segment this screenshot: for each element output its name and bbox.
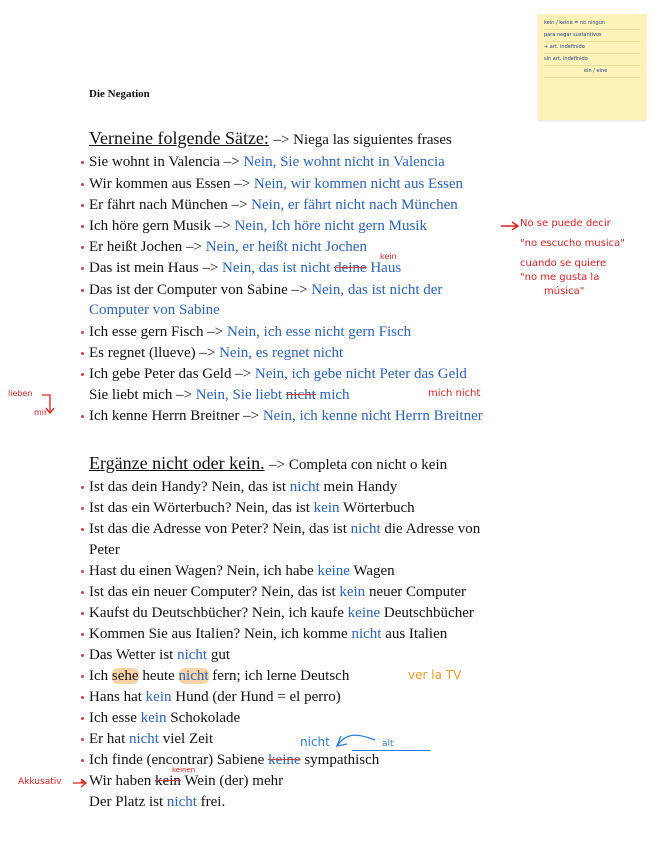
s2-line-15 — [89, 793, 225, 811]
answer: kein — [145, 689, 172, 705]
text-end: frei. — [196, 794, 226, 810]
sticky-line-2: para negar sustantivos — [544, 30, 640, 42]
section1-heading-de: Verneine folgende Sätze: — [89, 128, 269, 148]
text-end: neuer Computer — [365, 584, 466, 600]
answer: nicht — [166, 794, 197, 810]
text: Kommen Sie aus Italien? Nein, ich komme — [89, 626, 352, 642]
arrow-icon-2 — [72, 778, 88, 788]
s1-line-9 — [89, 344, 343, 362]
text-end: Deutschbücher — [380, 605, 474, 621]
text-end: viel Zeit — [158, 731, 214, 747]
text: Hans hat — [89, 689, 146, 705]
text-end: aus Italien — [381, 626, 448, 642]
annotation-keinen: keinen — [172, 766, 196, 774]
annotation-line: cuando se quiere — [520, 258, 607, 269]
question: Das ist der Computer von Sabine –> — [89, 282, 312, 298]
text-end: sympathisch — [300, 752, 380, 768]
s2-line-10 — [89, 688, 341, 706]
s2-line-8 — [89, 646, 230, 664]
text-end: Wein (der) mehr — [180, 773, 284, 789]
question: Ich höre gern Musik –> — [89, 218, 235, 234]
answer: Nein, er heißt nicht Jochen — [205, 239, 367, 255]
sticky-line-1: kein / keine = no ningun — [544, 18, 640, 30]
annotation-line: música" — [544, 286, 585, 297]
answer: nicht — [289, 479, 320, 495]
question: Das ist mein Haus –> — [89, 260, 223, 276]
text: Ich esse — [89, 710, 141, 726]
answer: kein — [140, 710, 167, 726]
s2-line-4 — [89, 562, 395, 580]
question: Er fährt nach München –> — [89, 197, 252, 213]
text: Der Platz ist — [89, 794, 167, 810]
section2-heading-de: Ergänze nicht oder kein. — [89, 453, 265, 473]
s2-line-5 — [89, 583, 466, 601]
s2-line-13 — [89, 751, 379, 769]
answer: Nein, ich kenne nicht Herrn Breitner — [262, 408, 483, 424]
curved-arrow-icon — [335, 730, 405, 750]
answer: Computer von Sabine — [89, 302, 220, 318]
question: Ich gebe Peter das Geld –> — [89, 366, 255, 382]
text: Hast du einen Wagen? Nein, ich habe — [89, 563, 318, 579]
arrow-down-icon — [40, 392, 56, 418]
sticky-note — [538, 14, 646, 120]
answer: Nein, es regnet nicht — [219, 345, 344, 361]
s1-line-12 — [89, 407, 483, 425]
s2-line-12 — [89, 730, 213, 748]
text-end: fern; ich lerne Deutsch — [208, 668, 350, 684]
s1-line-7-cont — [89, 301, 220, 319]
answer: Nein, Sie wohnt nicht in Valencia — [243, 154, 445, 170]
answer: nicht — [177, 647, 208, 663]
s2-line-3-cont — [89, 541, 120, 559]
answer-end: Haus — [366, 260, 402, 276]
answer-end: mich — [315, 387, 350, 403]
text: Wir haben — [89, 773, 156, 789]
section1-heading — [89, 128, 452, 149]
answer: nicht — [128, 731, 159, 747]
annotation-alt: alt — [382, 739, 394, 749]
text: Peter — [89, 542, 120, 558]
s1-line-5 — [89, 238, 367, 256]
s1-line-1 — [89, 153, 445, 171]
annotation-line: No se puede decir — [520, 218, 611, 229]
s1-line-3 — [89, 196, 458, 214]
section2-heading — [89, 453, 447, 474]
s2-line-7 — [89, 625, 447, 643]
question: Sie liebt mich –> — [89, 387, 196, 403]
text-end: Schokolade — [166, 710, 241, 726]
s2-line-3 — [89, 520, 480, 538]
section2-heading-es: –> Completa con nicht o kein — [269, 457, 448, 473]
annotation-no-se-puede — [520, 214, 625, 302]
answer: Nein, er fährt nicht nach München — [251, 197, 458, 213]
text: Kaufst du Deutschbücher? Nein, ich kaufe — [89, 605, 348, 621]
question: Sie wohnt in Valencia –> — [89, 154, 244, 170]
question: Ich kenne Herrn Breitner –> — [89, 408, 263, 424]
answer: keine — [347, 605, 381, 621]
question: Ich esse gern Fisch –> — [89, 324, 228, 340]
s2-line-11 — [89, 709, 240, 727]
s2-line-9 — [89, 667, 349, 685]
sticky-line-5: ein / eine — [544, 66, 640, 78]
question: Wir kommen aus Essen –> — [89, 176, 254, 192]
answer: kein — [339, 584, 366, 600]
text-end: gut — [207, 647, 231, 663]
question: Er heißt Jochen –> — [89, 239, 206, 255]
s2-line-6 — [89, 604, 474, 622]
annotation-kein-above: kein — [380, 252, 397, 261]
annotation-akkusativ: Akkusativ — [18, 777, 62, 787]
answer: Nein, Ich höre nicht gern Musik — [234, 218, 427, 234]
document-title: Die Negation — [89, 88, 150, 100]
section1-heading-es: –> Niega las siguientes frases — [273, 132, 452, 148]
annotation-mir: mir — [34, 408, 48, 417]
s1-line-2 — [89, 175, 463, 193]
answer: Nein, ich esse nicht gern Fisch — [227, 324, 412, 340]
text: Das Wetter ist — [89, 647, 178, 663]
answer: Nein, ich gebe nicht Peter das Geld — [254, 366, 467, 382]
annotation-line: "no me gusta la — [520, 272, 600, 283]
annotation-ver-la-tv: ver la TV — [408, 668, 462, 682]
text: Ich finde (encontrar) Sabiene — [89, 752, 269, 768]
sticky-line-4: sin art. indefinido — [544, 54, 640, 66]
annotation-mich-nicht: mich nicht — [428, 388, 481, 399]
text-end: Wörterbuch — [339, 500, 415, 516]
sticky-line-3: + art. indefinido — [544, 42, 640, 54]
answer: Nein, wir kommen nicht aus Essen — [253, 176, 464, 192]
s1-line-10 — [89, 365, 467, 383]
answer: kein — [313, 500, 340, 516]
question: Es regnet (llueve) –> — [89, 345, 220, 361]
text-mid: heute — [138, 668, 179, 684]
s1-line-11 — [89, 386, 350, 404]
text: Ist das dein Handy? Nein, das ist — [89, 479, 290, 495]
text: Ist das die Adresse von Peter? Nein, das ist — [89, 521, 351, 537]
text-end: Wagen — [349, 563, 395, 579]
answer: Nein, Sie liebt — [195, 387, 286, 403]
answer: keine — [317, 563, 350, 579]
s1-line-6 — [89, 259, 401, 277]
text: Er hat — [89, 731, 129, 747]
annotation-line: "no escucho musica" — [520, 238, 625, 249]
text-end: die Adresse von — [380, 521, 481, 537]
s1-line-8 — [89, 323, 411, 341]
struck-word: keine — [268, 752, 301, 768]
annotation-nicht: nicht — [300, 735, 330, 749]
struck-word: nicht — [285, 387, 316, 403]
text-end: mein Handy — [319, 479, 398, 495]
underline-mark — [352, 750, 430, 751]
answer: nicht — [178, 668, 209, 684]
answer: nicht — [350, 521, 381, 537]
text: Ist das ein Wörterbuch? Nein, das ist — [89, 500, 314, 516]
struck-word: deine — [334, 260, 367, 276]
arrow-icon — [500, 221, 520, 231]
answer: nicht — [351, 626, 382, 642]
text-end: Hund (der Hund = el perro) — [171, 689, 341, 705]
s1-line-4 — [89, 217, 427, 235]
s2-line-1 — [89, 478, 397, 496]
text: Ist das ein neuer Computer? Nein, das ist — [89, 584, 340, 600]
s1-line-7 — [89, 281, 442, 299]
highlighted-word: sehe — [111, 668, 139, 684]
s2-line-2 — [89, 499, 415, 517]
s2-line-14 — [89, 772, 283, 790]
struck-word: kein — [155, 773, 181, 789]
answer: Nein, das ist nicht der — [311, 282, 443, 298]
answer: Nein, das ist nicht — [222, 260, 335, 276]
annotation-lieben: lieben — [8, 389, 33, 398]
text: Ich — [89, 668, 112, 684]
